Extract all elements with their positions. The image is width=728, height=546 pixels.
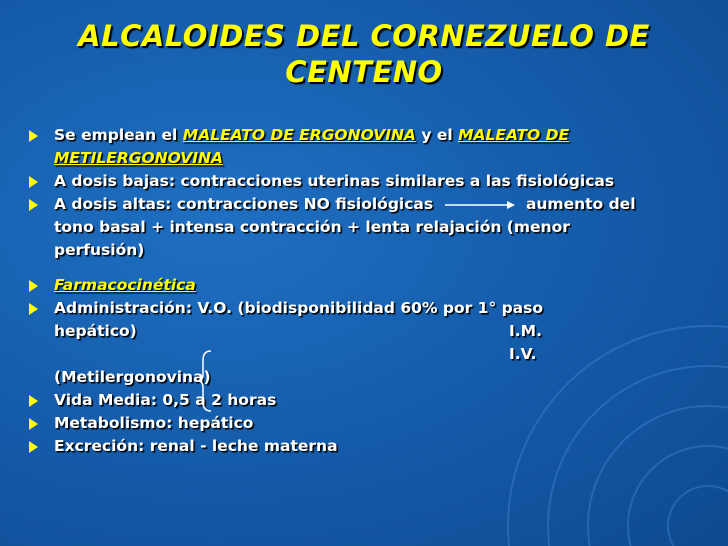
title-line-2: CENTENO bbox=[285, 55, 443, 89]
arrow-bullet-icon bbox=[29, 176, 38, 188]
title-line-1: ALCALOIDES DEL CORNEZUELO DE bbox=[78, 19, 650, 53]
bullet-item-drugs: Se emplean el MALEATO DE ERGONOVINA y el MALEATO DE METILERGONOVINA bbox=[0, 124, 728, 170]
bullet-item-half-life: Vida Media: 0,5 a 2 horas bbox=[0, 389, 728, 412]
drug-metilergonovina-part2: METILERGONOVINA bbox=[54, 149, 223, 167]
brace-icon bbox=[197, 350, 213, 412]
bullet-item-excretion: Excreción: renal - leche materna bbox=[0, 435, 728, 458]
drug-ergonovina: MALEATO DE ERGONOVINA bbox=[182, 126, 416, 144]
arrow-bullet-icon bbox=[29, 280, 38, 292]
bullet-item-high-dose: A dosis altas: contracciones NO fisiológicas aumento del tono basal + intensa contracción + lenta relajación (menor perfusión) bbox=[0, 193, 728, 262]
bullet-item-metabolism: Metabolismo: hepático bbox=[0, 412, 728, 435]
arrow-bullet-icon bbox=[29, 303, 38, 315]
arrow-bullet-icon bbox=[29, 395, 38, 407]
arrow-bullet-icon bbox=[29, 418, 38, 430]
arrow-bullet-icon bbox=[29, 441, 38, 453]
bullet-item-administration: Administración: V.O. (biodisponibilidad 60% por 1° paso hepático) I.M. I.V. (Metilergonovina) bbox=[0, 297, 728, 389]
route-iv: I.V. bbox=[509, 345, 537, 363]
pharmacokinetics-heading: Farmacocinética bbox=[54, 276, 196, 294]
arrow-bullet-icon bbox=[29, 130, 38, 142]
arrow-bullet-icon bbox=[29, 199, 38, 211]
bullet-item-low-dose: A dosis bajas: contracciones uterinas similares a las fisiológicas bbox=[0, 170, 728, 193]
route-im: I.M. bbox=[509, 322, 542, 340]
bullet-item-pharmacokinetics bbox=[0, 274, 728, 297]
bullet-list bbox=[0, 124, 728, 458]
right-arrow-icon bbox=[445, 200, 515, 210]
slide-title bbox=[40, 18, 688, 90]
drug-metilergonovina-part1: MALEATO DE bbox=[458, 126, 570, 144]
